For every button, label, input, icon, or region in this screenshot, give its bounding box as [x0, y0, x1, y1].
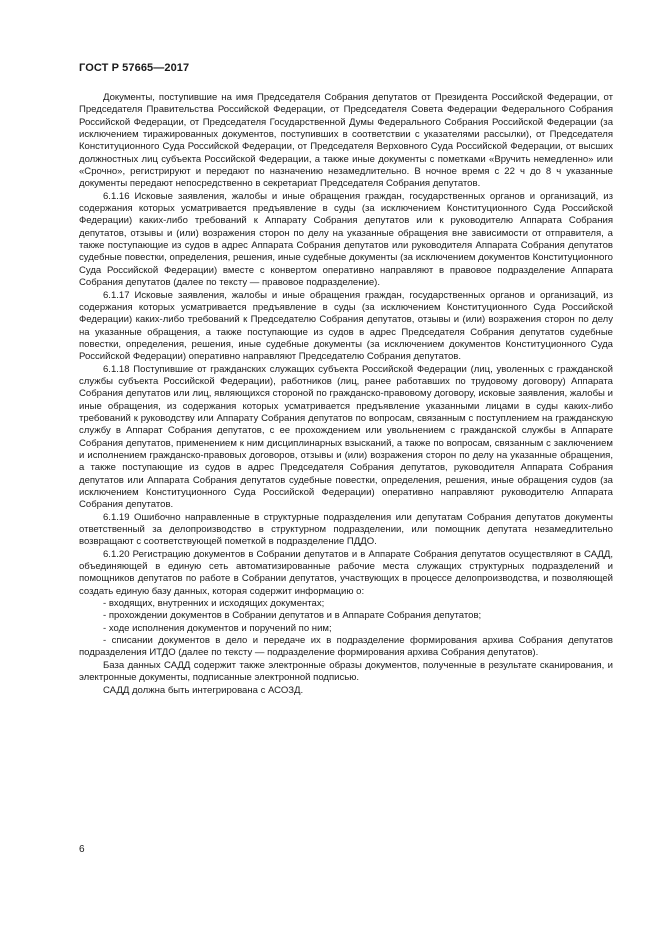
- list-item: - списании документов в дело и передаче их в подразделение формирования архива Собрания депутатов подразделения ИТДО (далее по тексту — подразделение формирования архива Собрания депутатов).: [79, 635, 613, 659]
- page-number: 6: [79, 844, 85, 855]
- paragraph-6-1-16: 6.1.16 Исковые заявления, жалобы и иные обращения граждан, государственных органов и организаций, из содержания которых усматривается предъявление в суды (за исключением Конституционного Суда Российской Федерации) каких-либо требований к Аппарату Собрания депутатов или к руководителю Аппарата Собрания депутатов, отзывы и (или) возражения сторон по делу на указанные обращения вне зависимости от отправителя, а также поступающие из судов в адрес Аппарата Собрания депутатов или руководителя Аппарата Собрания депутатов судебные повестки, определения, решения, иные судебные документы (за исключением документов Конституционного Суда Российской Федерации) вместе с конвертом оперативно направляют в правовое подразделение Аппарата Собрания депутатов (далее по тексту — правовое подразделение).: [79, 190, 613, 289]
- page-body: [79, 92, 613, 697]
- paragraph-6-1-18: 6.1.18 Поступившие от гражданских служащих субъекта Российской Федерации (лиц, уволенных с гражданской службы субъекта Российской Федерации), работников (лиц, ранее работавших по трудовому договору) Аппарата Собрания депутатов или лиц, являющихся стороной по гражданско-правовому договору, исковые заявления, жалобы и иные обращения, из содержания которых усматривается предъявление указанными лицами в суды каких-либо требований к руководству или Аппарату Собрания депутатов по вопросам, связанным с поступлением на гражданскую службу в Аппарат Собрания депутатов, с ее прохождением или увольнением с гражданской службы в Аппарате Собрания депутатов, применением к ним дисциплинарных взысканий, а также по вопросам, связанным с заключением и исполнением гражданско-правовых договоров, отзывы и (или) возражения сторон по делу на указанные обращения, а также поступающие из судов в адрес Председателя Собрания депутатов, руководителя Аппарата Собрания депутатов или Аппарата Собрания депутатов судебные повестки, определения, решения, иные обращения судов (за исключением Конституционного Суда Российской Федерации) оперативно направляют руководителю Аппарата Собрания депутатов.: [79, 363, 613, 511]
- document-code-header: ГОСТ Р 57665—2017: [79, 62, 190, 74]
- list-item: - прохождении документов в Собрании депутатов и в Аппарате Собрания депутатов;: [103, 610, 482, 622]
- paragraph-database-contents: База данных САДД содержит также электронные образы документов, полученные в результате сканирования, и электронные документы, подписанные электронной подписью.: [79, 659, 613, 684]
- paragraph-6-1-20: 6.1.20 Регистрацию документов в Собрании депутатов и в Аппарате Собрания депутатов осуществляют в САДД, объединяющей в единую сеть автоматизированные рабочие места служащих структурных подразделений и помощников депутатов по работе в Собрании депутатов, участвующих в процессе делопроизводства, и позволяющей создать единую базу данных, которая содержит информацию о:: [79, 548, 613, 597]
- paragraph-documents-to-chairman: Документы, поступившие на имя Председателя Собрания депутатов от Президента Российской Федерации, от Председателя Правительства Российской Федерации, от Председателя Совета Федерации Федерального Собрания Российской Федерации, от Председателя Государственной Думы Федерального Собрания Российской Федерации (за исключением тиражированных документов, поступивших в соответствии с указателями рассылки), от Председателя Конституционного Суда Российской Федерации, от Председателя Верховного Суда Российской Федерации, от высших должностных лиц субъекта Российской Федерации, а также иные документы с пометками «Вручить немедленно» или «Срочно», регистрируют и передают по назначению незамедлительно. В ночное время с 22 ч до 8 ч указанные документы передают непосредственно в секретариат Председателя Собрания депутатов.: [79, 92, 613, 190]
- paragraph-6-1-17: 6.1.17 Исковые заявления, жалобы и иные обращения граждан, государственных органов и организаций, из содержания которых усматривается предъявление в суды (за исключением Конституционного Суда Российской Федерации) каких-либо требований к Председателю Собрания депутатов, отзывы и (или) возражения сторон по делу на указанные обращения, а также поступающие из судов в адрес Председателя Собрания депутатов судебные повестки, определения, решения, иные судебные документы (за исключением документов Конституционного Суда Российской Федерации) оперативно направляют Председателю Собрания депутатов.: [79, 289, 613, 363]
- list-item: - входящих, внутренних и исходящих документах;: [103, 598, 325, 610]
- paragraph-integration: САДД должна быть интегрирована с АСОЗД.: [103, 684, 304, 696]
- paragraph-6-1-19: 6.1.19 Ошибочно направленные в структурные подразделения или депутатам Собрания депутатов документы ответственный за делопроизводство в структурном подразделении, или помощник депутата незамедлительно возвращают с соответствующей пометкой в подразделение ПДДО.: [79, 511, 613, 548]
- list-item: - ходе исполнения документов и поручений по ним;: [103, 622, 332, 634]
